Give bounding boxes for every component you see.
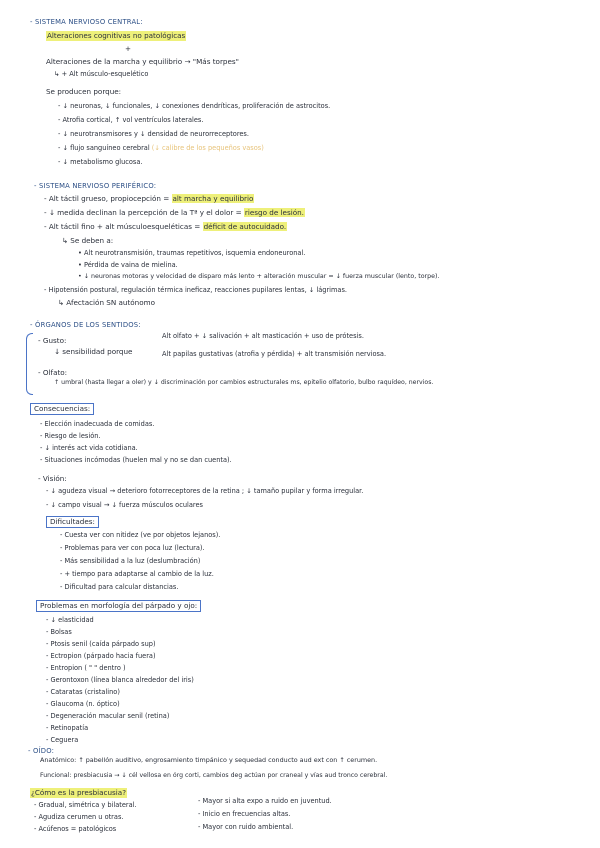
consecuencia-1: - Elección inadecuada de comidas. [40, 420, 155, 428]
snp-title: - SISTEMA NERVIOSO PERIFÉRICO: [34, 182, 157, 190]
vision-line-2: - ↓ campo visual → ↓ fuerza músculos oculares [46, 501, 203, 509]
problema-6: - Gerontoxon (línea blanca alrededor del iris) [46, 676, 194, 684]
problema-1: - ↓ elasticidad [46, 616, 94, 624]
snp-line-1-text: - Alt táctil grueso, propiocepción = [44, 194, 172, 203]
snc-line-1: Alteraciones cognitivas no patológicas [47, 31, 186, 40]
problema-11: - Ceguera [46, 736, 79, 744]
consecuencia-2: - Riesgo de lesión. [40, 432, 101, 440]
presbiacusia-6: - Mayor con ruido ambiental. [198, 823, 294, 831]
consecuencias-title: Consecuencias: [30, 403, 94, 415]
snc-plus: + [125, 44, 132, 53]
problema-3: - Ptosis senil (caída párpado sup) [46, 640, 156, 648]
oido-funcional: Funcional: presbiacusia → ↓ cél vellosa en órg corti, cambios deg actúan por craneal y vías aud tronco cerebral. [40, 772, 388, 779]
presbiacusia-1: - Gradual, simétrica y bilateral. [34, 801, 137, 809]
snc-bullet-2: - Atrofia cortical, ↑ vol ventrículos laterales. [58, 116, 204, 124]
snp-cause-1: • Alt neurotransmisión, traumas repetitivos, isquemia endoneuronal. [78, 249, 306, 257]
gusto-label: - Gusto: [38, 336, 67, 345]
problemas-title: Problemas en morfología del párpado y ojo: [36, 600, 201, 612]
gusto-right-2: Alt papilas gustativas (atrofia y pérdida) + alt transmisión nerviosa. [162, 350, 387, 358]
olfato-label: - Olfato: [38, 368, 68, 377]
snp-line-5: ↳ Afectación SN autónomo [58, 298, 156, 307]
gusto-right-1: Alt olfato + ↓ salivación + alt masticación + uso de prótesis. [162, 332, 364, 340]
problema-2: - Bolsas [46, 628, 72, 636]
snc-bullet-3: - ↓ neurotransmisores y ↓ densidad de neurorreceptores. [58, 130, 249, 138]
dificultad-3: - Más sensibilidad a la luz (deslumbración) [60, 557, 201, 565]
consecuencia-4: - Situaciones incómodas (huelen mal y no se dan cuenta). [40, 456, 232, 464]
problema-10: - Retinopatía [46, 724, 89, 732]
sentidos-title: - ÓRGANOS DE LOS SENTIDOS: [30, 321, 141, 329]
dificultad-4: - + tiempo para adaptarse al cambio de la luz. [60, 570, 214, 578]
problema-9: - Degeneración macular senil (retina) [46, 712, 170, 720]
dificultad-5: - Dificultad para calcular distancias. [60, 583, 179, 591]
snp-line-2-text: - ↓ medida declinan la percepción de la Tª y el dolor = [44, 208, 244, 217]
presbiacusia-5: - Inicio en frecuencias altas. [198, 810, 291, 818]
problema-5: - Entropion ( " " dentro ) [46, 664, 126, 672]
dificultad-2: - Problemas para ver con poca luz (lectura). [60, 544, 205, 552]
olfato-text: ↑ umbral (hasta llegar a oler) y ↓ discriminación por cambios estructurales ms, epitelio olfatorio, bulbo raquídeo, nervios. [54, 379, 434, 386]
presbiacusia-title: ¿Cómo es la presbiacusia? [31, 788, 127, 797]
snp-deben: ↳ Se deben a: [62, 236, 114, 245]
snp-line-2-highlight: riesgo de lesión. [244, 208, 304, 217]
vision-line-1: - ↓ agudeza visual → deterioro fotorreceptores de la retina ; ↓ tamaño pupilar y forma irregular. [46, 487, 364, 495]
snc-producen: Se producen porque: [46, 87, 122, 96]
snp-line-2 [44, 208, 305, 218]
dificultades-title: Dificultades: [46, 516, 99, 528]
problema-4: - Ectropion (párpado hacia fuera) [46, 652, 156, 660]
gusto-left: ↓ sensibilidad porque [54, 347, 133, 356]
snc-title: - SISTEMA NERVIOSO CENTRAL: [30, 18, 143, 26]
snc-line-2: Alteraciones de la marcha y equilibrio → "Más torpes" [46, 57, 239, 66]
snc-bullet-4-main: - ↓ flujo sanguíneo cerebral [58, 144, 150, 152]
snc-line-3: ↳ + Alt músculo-esquelético [54, 70, 149, 78]
snp-line-3 [44, 222, 287, 232]
oido-anatomico: Anatómico: ↑ pabellón auditivo, engrosamiento timpánico y sequedad conducto aud ext con ↑ cerumen. [40, 756, 378, 764]
sentidos-brace [26, 333, 33, 395]
presbiacusia-3: - Acúfenos = patológicos [34, 825, 117, 833]
snc-bullet-1: - ↓ neuronas, ↓ funcionales, ↓ conexiones dendríticas, proliferación de astrocitos. [58, 102, 331, 110]
snp-line-4: - Hipotensión postural, regulación térmica ineficaz, reacciones pupilares lentas, ↓ lágrimas. [44, 286, 347, 294]
dificultad-1: - Cuesta ver con nitidez (ve por objetos lejanos). [60, 531, 221, 539]
consecuencia-3: - ↓ interés act vida cotidiana. [40, 444, 138, 452]
problema-7: - Cataratas (cristalino) [46, 688, 120, 696]
snp-line-1-highlight: alt marcha y equilibrio [172, 194, 254, 203]
vision-label: - Visión: [38, 474, 67, 483]
snp-line-3-text: - Alt táctil fino + alt músculoesqueléticas = [44, 222, 203, 231]
snc-bullet-4-faded: (↓ calibre de los pequeños vasos) [151, 144, 264, 152]
snp-cause-2: • Pérdida de vaina de mielina. [78, 261, 178, 269]
snp-line-3-highlight: déficit de autocuidado. [203, 222, 287, 231]
snc-bullet-4 [58, 143, 264, 153]
snp-line-1 [44, 194, 254, 204]
snp-cause-3: • ↓ neuronas motoras y velocidad de disparo más lento + alteración muscular = ↓ fuerza muscular (lento, torpe). [78, 273, 440, 280]
presbiacusia-4: - Mayor si alta expo a ruido en juventud. [198, 797, 332, 805]
snc-bullet-5: - ↓ metabolismo glucosa. [58, 158, 143, 166]
oido-title: - OÍDO: [28, 747, 55, 755]
presbiacusia-2: - Agudiza cerumen u otras. [34, 813, 124, 821]
problema-8: - Glaucoma (n. óptico) [46, 700, 120, 708]
